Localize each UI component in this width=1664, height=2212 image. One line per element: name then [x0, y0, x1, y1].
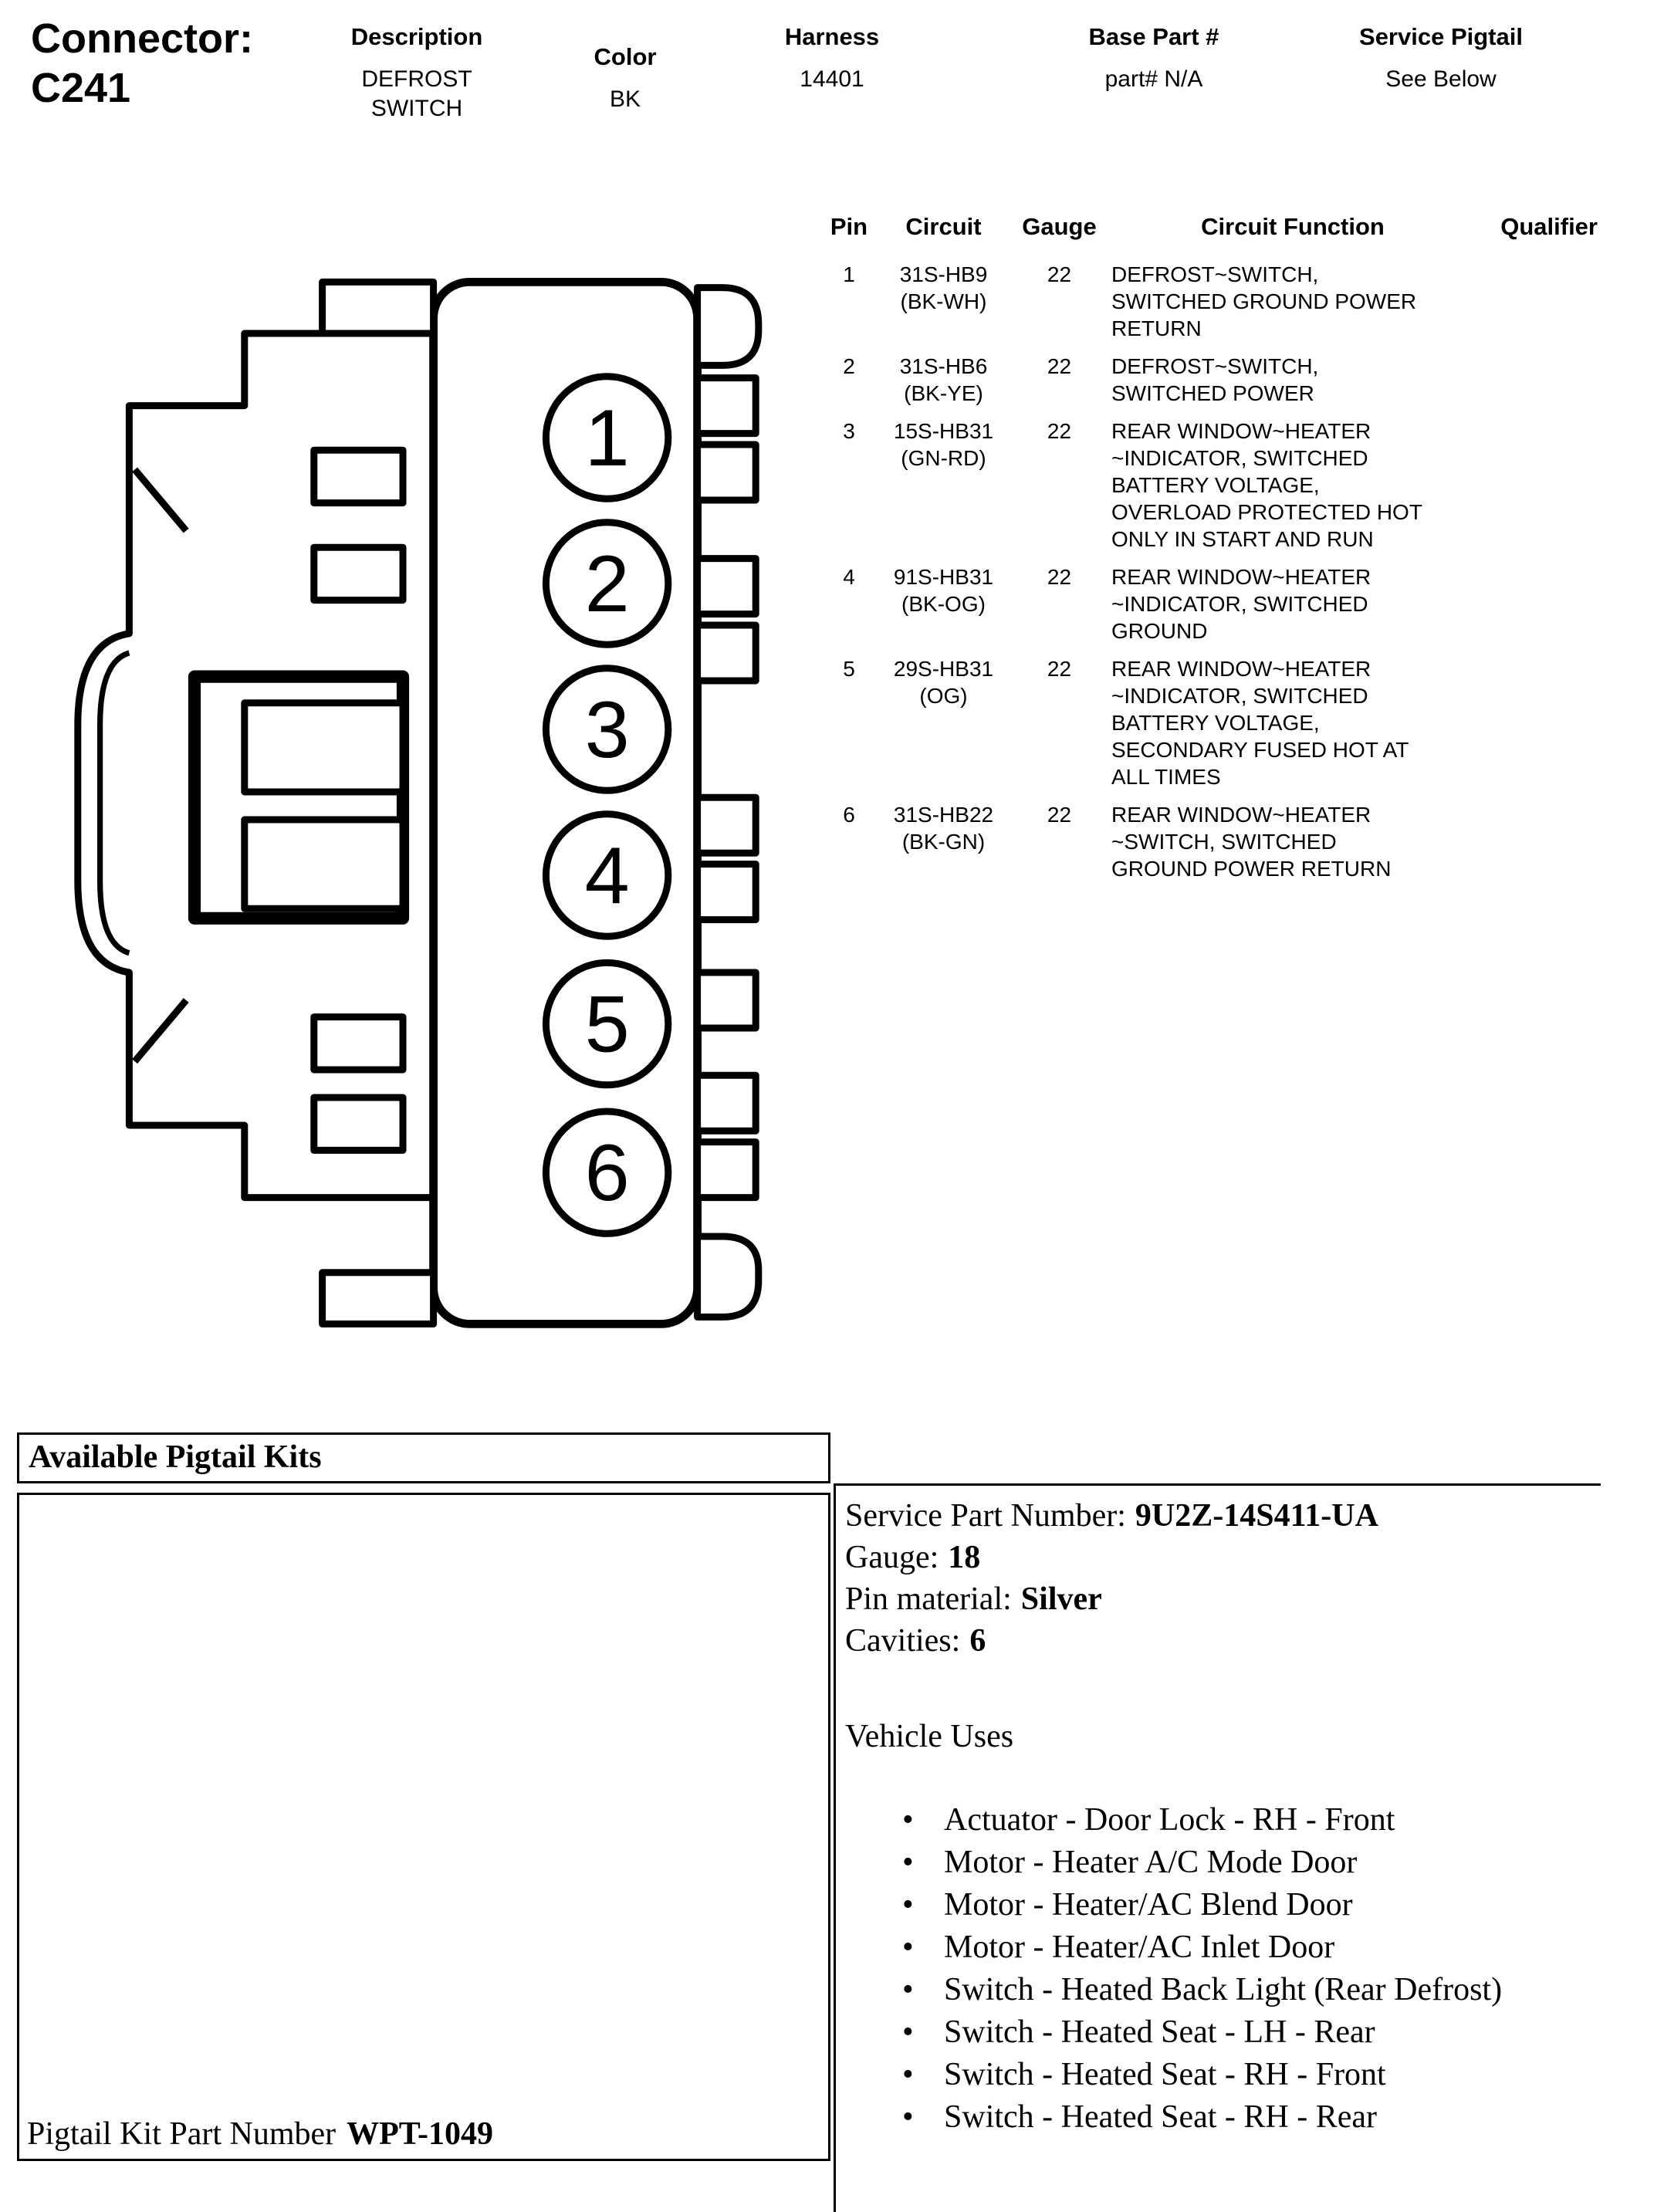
header-col-description — [328, 23, 506, 123]
service-info-panel — [834, 1483, 1601, 2212]
pin-cavity-label-6: 6 — [584, 1128, 630, 1219]
circuit-function: REAR WINDOW~HEATER ~SWITCH, SWITCHED GROUND POWER RETURN — [1111, 803, 1392, 881]
pin-table-row — [826, 353, 1664, 407]
pin-cavity-label-3: 3 — [584, 685, 630, 776]
pin-material-label: Pin material: — [845, 1581, 1012, 1617]
face-flange-bottom — [323, 1273, 434, 1324]
vehicle-use-item: • Switch - Heated Seat - RH - Front — [845, 2054, 1601, 2096]
service-part-line — [845, 1495, 1601, 1537]
circuit-color: (OG) — [919, 684, 968, 708]
harness-value: 14401 — [800, 66, 864, 92]
latch-window — [245, 703, 403, 792]
cavities-label: Cavities: — [845, 1623, 961, 1659]
pin-table-row — [826, 655, 1664, 790]
connector-title — [31, 14, 253, 113]
function-header: Circuit Function — [1201, 213, 1385, 240]
circuit-cell — [872, 353, 1015, 407]
base-part-value: part# N/A — [1104, 66, 1203, 92]
circuit-code: 31S-HB22 — [893, 803, 994, 827]
vehicle-uses-list — [845, 1799, 1601, 2139]
description-value: DEFROST SWITCH — [361, 66, 472, 121]
description-label: Description — [350, 23, 483, 50]
pin-table-header — [826, 213, 1664, 241]
header-col-color — [563, 43, 687, 114]
edge-tab — [698, 559, 756, 614]
circuit-color: (BK-YE) — [904, 381, 983, 405]
pigtail-kit-number: WPT-1049 — [347, 2116, 493, 2152]
circuit-cell — [872, 801, 1015, 882]
vehicle-use-item: • Motor - Heater A/C Mode Door — [845, 1842, 1601, 1884]
housing-window — [314, 547, 403, 600]
circuit-code: 31S-HB6 — [899, 354, 988, 378]
circuit-cell — [872, 655, 1015, 790]
circuit-code: 91S-HB31 — [893, 565, 994, 589]
cavities-line — [845, 1620, 1601, 1662]
gauge-line — [845, 1537, 1601, 1578]
edge-tab-top — [698, 288, 759, 366]
pin-cavity-label-1: 1 — [584, 393, 630, 483]
qualifier-header: Qualifier — [1500, 213, 1598, 240]
gauge-value: 22 — [1047, 657, 1072, 681]
service-pigtail-label: Service Pigtail — [1359, 23, 1523, 50]
circuit-function: DEFROST~SWITCH, SWITCHED POWER — [1111, 354, 1319, 405]
circuit-cell — [872, 418, 1015, 553]
gauge-value: 22 — [1047, 354, 1072, 378]
pigtail-kit-label: Pigtail Kit Part Number — [27, 2116, 337, 2152]
available-pigtail-kits-title: Available Pigtail Kits — [29, 1439, 322, 1475]
pin-number: 6 — [843, 803, 855, 827]
service-part-number: 9U2Z-14S411-UA — [1135, 1498, 1378, 1534]
pin-cavity-label-2: 2 — [584, 539, 630, 629]
face-flange-top — [323, 282, 434, 333]
pin-number: 5 — [843, 657, 855, 681]
circuit-code: 29S-HB31 — [893, 657, 994, 681]
connector-label: Connector: — [31, 15, 253, 62]
vehicle-uses-heading: Vehicle Uses — [845, 1719, 1014, 1754]
vehicle-use-item: • Motor - Heater/AC Blend Door — [845, 1884, 1601, 1926]
circuit-function: REAR WINDOW~HEATER ~INDICATOR, SWITCHED BATTERY VOLTAGE, OVERLOAD PROTECTED HOT ONLY IN START AND RUN — [1111, 419, 1422, 551]
edge-tab — [698, 797, 756, 853]
circuit-code: 15S-HB31 — [893, 419, 994, 443]
circuit-color: (BK-OG) — [901, 592, 986, 616]
color-label: Color — [594, 43, 657, 70]
connector-diagram — [63, 271, 785, 1341]
pin-header: Pin — [830, 213, 868, 240]
connector-id: C241 — [31, 65, 131, 111]
vehicle-use-item: • Switch - Heated Seat - LH - Rear — [845, 2011, 1601, 2054]
pigtail-kits-box — [17, 1493, 830, 2161]
gauge-label: Gauge: — [845, 1540, 939, 1575]
circuit-code: 31S-HB9 — [899, 262, 988, 286]
pin-cavity-label-5: 5 — [584, 979, 630, 1070]
pigtail-kit-line — [27, 2116, 493, 2153]
edge-tab — [698, 864, 756, 920]
header-col-service-pigtail — [1317, 23, 1564, 94]
pin-table-row — [826, 563, 1664, 644]
housing-window — [314, 450, 403, 502]
pin-material-line — [845, 1578, 1601, 1620]
gauge-value: 22 — [1047, 803, 1072, 827]
pin-number: 1 — [843, 262, 855, 286]
gauge-header: Gauge — [1022, 213, 1097, 240]
service-part-label: Service Part Number: — [845, 1498, 1126, 1534]
circuit-color: (BK-WH) — [900, 289, 987, 313]
color-value: BK — [609, 86, 641, 112]
pin-table-row — [826, 418, 1664, 553]
circuit-function: DEFROST~SWITCH, SWITCHED GROUND POWER RETURN — [1111, 262, 1417, 340]
edge-tab — [698, 972, 756, 1028]
pin-number: 3 — [843, 419, 855, 443]
circuit-header: Circuit — [905, 213, 982, 240]
service-pigtail-value: See Below — [1385, 66, 1497, 92]
latch-window — [245, 820, 403, 908]
pin-material-value: Silver — [1020, 1581, 1102, 1617]
housing-window — [314, 1017, 403, 1070]
edge-tab — [698, 1142, 756, 1198]
circuit-function: REAR WINDOW~HEATER ~INDICATOR, SWITCHED BATTERY VOLTAGE, SECONDARY FUSED HOT AT ALL TIMES — [1111, 657, 1409, 789]
circuit-color: (BK-GN) — [901, 830, 986, 854]
pin-table-row — [826, 261, 1664, 342]
pin-number: 4 — [843, 565, 855, 589]
edge-tab-bottom — [698, 1236, 759, 1317]
vehicle-use-item: • Actuator - Door Lock - RH - Front — [845, 1799, 1601, 1842]
harness-label: Harness — [784, 23, 880, 50]
circuit-cell — [872, 261, 1015, 342]
pin-table-rows — [826, 261, 1664, 882]
edge-tab — [698, 378, 756, 434]
circuit-cell — [872, 563, 1015, 644]
gauge-value: 22 — [1047, 565, 1072, 589]
edge-tab — [698, 625, 756, 681]
edge-tab — [698, 445, 756, 500]
gauge-value: 18 — [948, 1540, 981, 1575]
pin-number: 2 — [843, 354, 855, 378]
pin-table — [826, 213, 1664, 893]
pin-table-row — [826, 801, 1664, 882]
circuit-function: REAR WINDOW~HEATER ~INDICATOR, SWITCHED GROUND — [1111, 565, 1371, 643]
housing-window — [314, 1098, 403, 1150]
gauge-value: 22 — [1047, 419, 1072, 443]
circuit-color: (GN-RD) — [901, 446, 986, 470]
available-pigtail-kits-header — [17, 1432, 830, 1483]
base-part-label: Base Part # — [1088, 23, 1219, 50]
edge-tab — [698, 1075, 756, 1131]
pin-cavity-label-4: 4 — [584, 830, 630, 922]
header-col-harness — [747, 23, 917, 94]
cavities-value: 6 — [969, 1623, 986, 1659]
vehicle-use-item: • Motor - Heater/AC Inlet Door — [845, 1926, 1601, 1969]
vehicle-use-item: • Switch - Heated Seat - RH - Rear — [845, 2096, 1601, 2139]
connector-housing — [78, 282, 759, 1324]
header-col-base-part — [1038, 23, 1270, 94]
vehicle-use-item: • Switch - Heated Back Light (Rear Defrost) — [845, 1969, 1601, 2011]
gauge-value: 22 — [1047, 262, 1072, 286]
